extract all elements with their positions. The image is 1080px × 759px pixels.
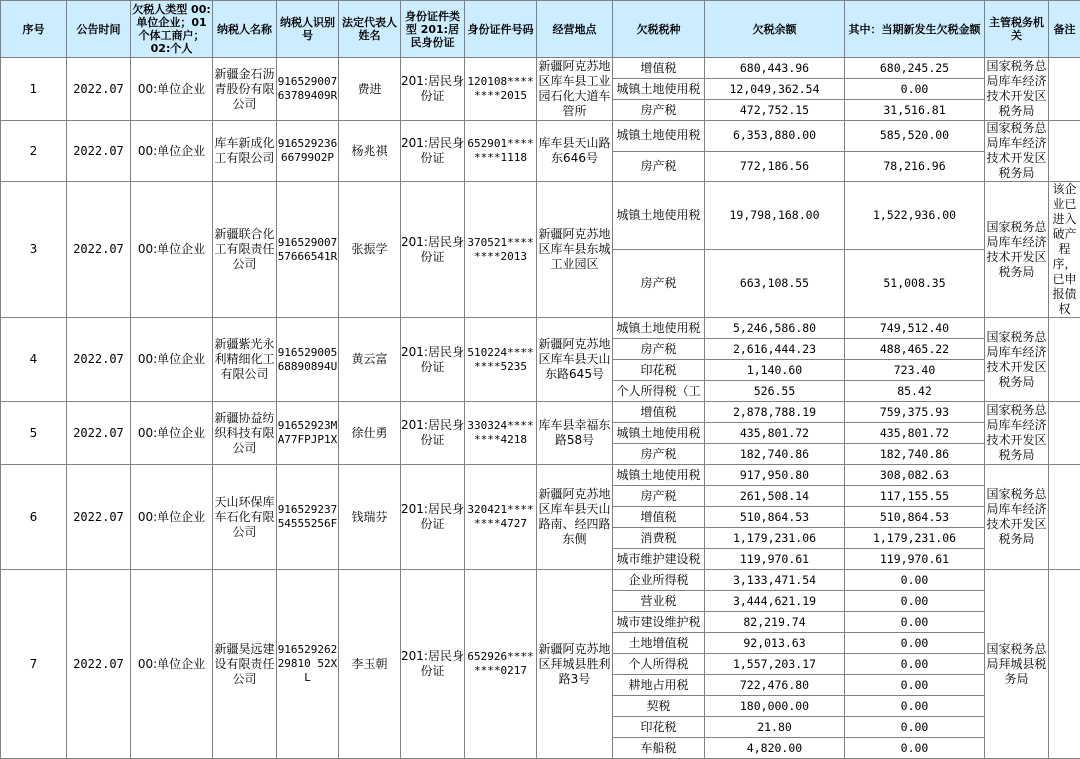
tax-kind-cell: 增值税: [613, 507, 705, 528]
seq-cell: 6: [1, 465, 67, 570]
tax-kind-cell: 车船税: [613, 738, 705, 759]
table-row: [1, 570, 1080, 591]
id-type-cell: 201:居民身份证: [401, 58, 465, 121]
tax-id-cell: 91652923666799O2P: [277, 121, 339, 182]
authority-cell: 国家税务总局库车经济技术开发区税务局: [985, 402, 1049, 465]
current-new-cell: 723.40: [845, 360, 985, 381]
table-row: [1, 58, 1080, 79]
taxpayer-name-cell: 新疆紫光永利精细化工有限公司: [213, 318, 277, 402]
balance-cell: 82,219.74: [705, 612, 845, 633]
current-new-cell: 0.00: [845, 717, 985, 738]
balance-cell: 19,798,168.00: [705, 182, 845, 250]
current-new-cell: 0.00: [845, 654, 985, 675]
tax-kind-cell: 城镇土地使用税: [613, 423, 705, 444]
header-tax-kind: 欠税税种: [613, 1, 705, 58]
table-row: [1, 465, 1080, 486]
balance-cell: 261,508.14: [705, 486, 845, 507]
seq-cell: 5: [1, 402, 67, 465]
balance-cell: 92,013.63: [705, 633, 845, 654]
current-new-cell: 31,516.81: [845, 100, 985, 121]
balance-cell: 2,878,788.19: [705, 402, 845, 423]
tax-id-cell: 91652923MA77FPJP1X: [277, 402, 339, 465]
balance-cell: 12,049,362.54: [705, 79, 845, 100]
tax-id-cell: 91652900568890894U: [277, 318, 339, 402]
current-new-cell: 680,245.25: [845, 58, 985, 79]
table-row: [1, 182, 1080, 250]
tax-kind-cell: 城镇土地使用税: [613, 465, 705, 486]
tax-kind-cell: 契税: [613, 696, 705, 717]
legal-rep-cell: 张振学: [339, 182, 401, 318]
balance-cell: 5,246,586.80: [705, 318, 845, 339]
remark-cell: [1049, 318, 1080, 402]
taxpayer-name-cell: 新疆金石沥青股份有限公司: [213, 58, 277, 121]
balance-cell: 663,108.55: [705, 250, 845, 318]
current-new-cell: 1,522,936.00: [845, 182, 985, 250]
current-new-cell: 85.42: [845, 381, 985, 402]
header-taxpayer-type: 欠税人类型 00:单位企业；01个体工商户；02:个人: [131, 1, 213, 58]
tax-kind-cell: 消费税: [613, 528, 705, 549]
balance-cell: 435,801.72: [705, 423, 845, 444]
legal-rep-cell: 黄云富: [339, 318, 401, 402]
balance-cell: 6,353,880.00: [705, 121, 845, 152]
tax-id-cell: 91652926229810 52XL: [277, 570, 339, 759]
header-row: [1, 1, 1080, 58]
id-no-cell: 652926********0217: [465, 570, 537, 759]
id-type-cell: 201:居民身份证: [401, 182, 465, 318]
tax-id-cell: 91652923754555256F: [277, 465, 339, 570]
taxpayer-name-cell: 天山环保库车石化有限公司: [213, 465, 277, 570]
header-legal-rep: 法定代表人姓名: [339, 1, 401, 58]
seq-cell: 1: [1, 58, 67, 121]
tax-kind-cell: 房产税: [613, 151, 705, 182]
remark-cell: [1049, 570, 1080, 759]
authority-cell: 国家税务总局拜城县税务局: [985, 570, 1049, 759]
time-cell: 2022.07: [67, 402, 131, 465]
balance-cell: 180,000.00: [705, 696, 845, 717]
current-new-cell: 78,216.96: [845, 151, 985, 182]
tax-kind-cell: 增值税: [613, 58, 705, 79]
balance-cell: 526.55: [705, 381, 845, 402]
balance-cell: 772,186.56: [705, 151, 845, 182]
authority-cell: 国家税务总局库车经济技术开发区税务局: [985, 465, 1049, 570]
tax-kind-cell: 城市维护建设税: [613, 549, 705, 570]
current-new-cell: 435,801.72: [845, 423, 985, 444]
balance-cell: 21.80: [705, 717, 845, 738]
balance-cell: 917,950.80: [705, 465, 845, 486]
header-seq: 序号: [1, 1, 67, 58]
tax-id-cell: 91652900757666541R: [277, 182, 339, 318]
address-cell: 新疆阿克苏地区库车县天山路南、经四路东侧: [537, 465, 613, 570]
tax-kind-cell: 耕地占用税: [613, 675, 705, 696]
taxpayer-name-cell: 库车新成化工有限公司: [213, 121, 277, 182]
current-new-cell: 749,512.40: [845, 318, 985, 339]
taxpayer-type-cell: 00:单位企业: [131, 402, 213, 465]
tax-kind-cell: 城镇土地使用税: [613, 318, 705, 339]
address-cell: 新疆阿克苏地区库车县天山东路645号: [537, 318, 613, 402]
current-new-cell: 759,375.93: [845, 402, 985, 423]
tax-kind-cell: 企业所得税: [613, 570, 705, 591]
tax-kind-cell: 房产税: [613, 486, 705, 507]
remark-cell: 该企业已进入破产程序，已申报债权: [1049, 182, 1080, 318]
time-cell: 2022.07: [67, 465, 131, 570]
authority-cell: 国家税务总局库车经济技术开发区税务局: [985, 121, 1049, 182]
current-new-cell: 0.00: [845, 738, 985, 759]
authority-cell: 国家税务总局库车经济技术开发区税务局: [985, 318, 1049, 402]
tax-kind-cell: 城镇土地使用税: [613, 182, 705, 250]
legal-rep-cell: 费进: [339, 58, 401, 121]
tax-kind-cell: 营业税: [613, 591, 705, 612]
time-cell: 2022.07: [67, 318, 131, 402]
tax-kind-cell: 增值税: [613, 402, 705, 423]
seq-cell: 7: [1, 570, 67, 759]
address-cell: 库车县天山路东646号: [537, 121, 613, 182]
id-no-cell: 510224********5235: [465, 318, 537, 402]
table-row: [1, 402, 1080, 423]
balance-cell: 472,752.15: [705, 100, 845, 121]
tax-kind-cell: 房产税: [613, 100, 705, 121]
current-new-cell: 0.00: [845, 696, 985, 717]
balance-cell: 1,557,203.17: [705, 654, 845, 675]
tax-kind-cell: 房产税: [613, 444, 705, 465]
remark-cell: [1049, 465, 1080, 570]
seq-cell: 4: [1, 318, 67, 402]
taxpayer-type-cell: 00:单位企业: [131, 318, 213, 402]
header-id-type: 身份证件类型 201:居民身份证: [401, 1, 465, 58]
current-new-cell: 488,465.22: [845, 339, 985, 360]
time-cell: 2022.07: [67, 182, 131, 318]
remark-cell: [1049, 58, 1080, 121]
legal-rep-cell: 李玉朝: [339, 570, 401, 759]
legal-rep-cell: 徐仕勇: [339, 402, 401, 465]
time-cell: 2022.07: [67, 58, 131, 121]
table-row: [1, 121, 1080, 152]
id-type-cell: 201:居民身份证: [401, 570, 465, 759]
tax-kind-cell: 城市建设维护税: [613, 612, 705, 633]
balance-cell: 722,476.80: [705, 675, 845, 696]
remark-cell: [1049, 402, 1080, 465]
current-new-cell: 0.00: [845, 675, 985, 696]
balance-cell: 2,616,444.23: [705, 339, 845, 360]
current-new-cell: 510,864.53: [845, 507, 985, 528]
current-new-cell: 182,740.86: [845, 444, 985, 465]
current-new-cell: 0.00: [845, 591, 985, 612]
taxpayer-name-cell: 新疆昊远建设有限责任公司: [213, 570, 277, 759]
header-balance: 欠税余额: [705, 1, 845, 58]
id-no-cell: 320421********4727: [465, 465, 537, 570]
id-no-cell: 120108********2015: [465, 58, 537, 121]
remark-cell: [1049, 121, 1080, 182]
authority-cell: 国家税务总局库车经济技术开发区税务局: [985, 58, 1049, 121]
header-authority: 主管税务机关: [985, 1, 1049, 58]
header-id-no: 身份证件号码: [465, 1, 537, 58]
header-remark: 备注: [1049, 1, 1080, 58]
current-new-cell: 117,155.55: [845, 486, 985, 507]
seq-cell: 3: [1, 182, 67, 318]
taxpayer-type-cell: 00:单位企业: [131, 465, 213, 570]
tax-kind-cell: 印花税: [613, 360, 705, 381]
tax-kind-cell: 城镇土地使用税: [613, 121, 705, 152]
balance-cell: 3,133,471.54: [705, 570, 845, 591]
address-cell: 新疆阿克苏地区拜城县胜利路3号: [537, 570, 613, 759]
id-type-cell: 201:居民身份证: [401, 318, 465, 402]
id-no-cell: 652901********1118: [465, 121, 537, 182]
table-row: [1, 318, 1080, 339]
taxpayer-type-cell: 00:单位企业: [131, 570, 213, 759]
tax-kind-cell: 房产税: [613, 250, 705, 318]
header-pub-time: 公告时间: [67, 1, 131, 58]
header-address: 经营地点: [537, 1, 613, 58]
current-new-cell: 0.00: [845, 633, 985, 654]
balance-cell: 3,444,621.19: [705, 591, 845, 612]
tax-kind-cell: 印花税: [613, 717, 705, 738]
current-new-cell: 0.00: [845, 612, 985, 633]
balance-cell: 182,740.86: [705, 444, 845, 465]
balance-cell: 1,140.60: [705, 360, 845, 381]
legal-rep-cell: 杨兆祺: [339, 121, 401, 182]
time-cell: 2022.07: [67, 570, 131, 759]
current-new-cell: 51,008.35: [845, 250, 985, 318]
address-cell: 新疆阿克苏地区库车县工业园石化大道车管所: [537, 58, 613, 121]
id-no-cell: 330324********4218: [465, 402, 537, 465]
tax-kind-cell: 个人所得税: [613, 654, 705, 675]
address-cell: 库车县幸福东路58号: [537, 402, 613, 465]
current-new-cell: 119,970.61: [845, 549, 985, 570]
tax-id-cell: 91652900763789409R: [277, 58, 339, 121]
id-type-cell: 201:居民身份证: [401, 465, 465, 570]
current-new-cell: 585,520.00: [845, 121, 985, 152]
id-type-cell: 201:居民身份证: [401, 121, 465, 182]
header-current-new: 其中：当期新发生欠税金额: [845, 1, 985, 58]
taxpayer-name-cell: 新疆联合化工有限责任公司: [213, 182, 277, 318]
current-new-cell: 1,179,231.06: [845, 528, 985, 549]
time-cell: 2022.07: [67, 121, 131, 182]
balance-cell: 4,820.00: [705, 738, 845, 759]
taxpayer-type-cell: 00:单位企业: [131, 121, 213, 182]
tax-kind-cell: 房产税: [613, 339, 705, 360]
header-name: 纳税人名称: [213, 1, 277, 58]
balance-cell: 119,970.61: [705, 549, 845, 570]
current-new-cell: 0.00: [845, 570, 985, 591]
tax-kind-cell: 城镇土地使用税: [613, 79, 705, 100]
taxpayer-type-cell: 00:单位企业: [131, 182, 213, 318]
balance-cell: 680,443.96: [705, 58, 845, 79]
current-new-cell: 308,082.63: [845, 465, 985, 486]
address-cell: 新疆阿克苏地区库车县东城工业园区: [537, 182, 613, 318]
id-type-cell: 201:居民身份证: [401, 402, 465, 465]
header-tax-id: 纳税人识别号: [277, 1, 339, 58]
current-new-cell: 0.00: [845, 79, 985, 100]
tax-kind-cell: 土地增值税: [613, 633, 705, 654]
taxpayer-type-cell: 00:单位企业: [131, 58, 213, 121]
seq-cell: 2: [1, 121, 67, 182]
taxpayer-name-cell: 新疆协益纺织科技有限公司: [213, 402, 277, 465]
balance-cell: 1,179,231.06: [705, 528, 845, 549]
authority-cell: 国家税务总局库车经济技术开发区税务局: [985, 182, 1049, 318]
id-no-cell: 370521********2013: [465, 182, 537, 318]
balance-cell: 510,864.53: [705, 507, 845, 528]
legal-rep-cell: 钱瑞芬: [339, 465, 401, 570]
tax-kind-cell: 个人所得税（工: [613, 381, 705, 402]
